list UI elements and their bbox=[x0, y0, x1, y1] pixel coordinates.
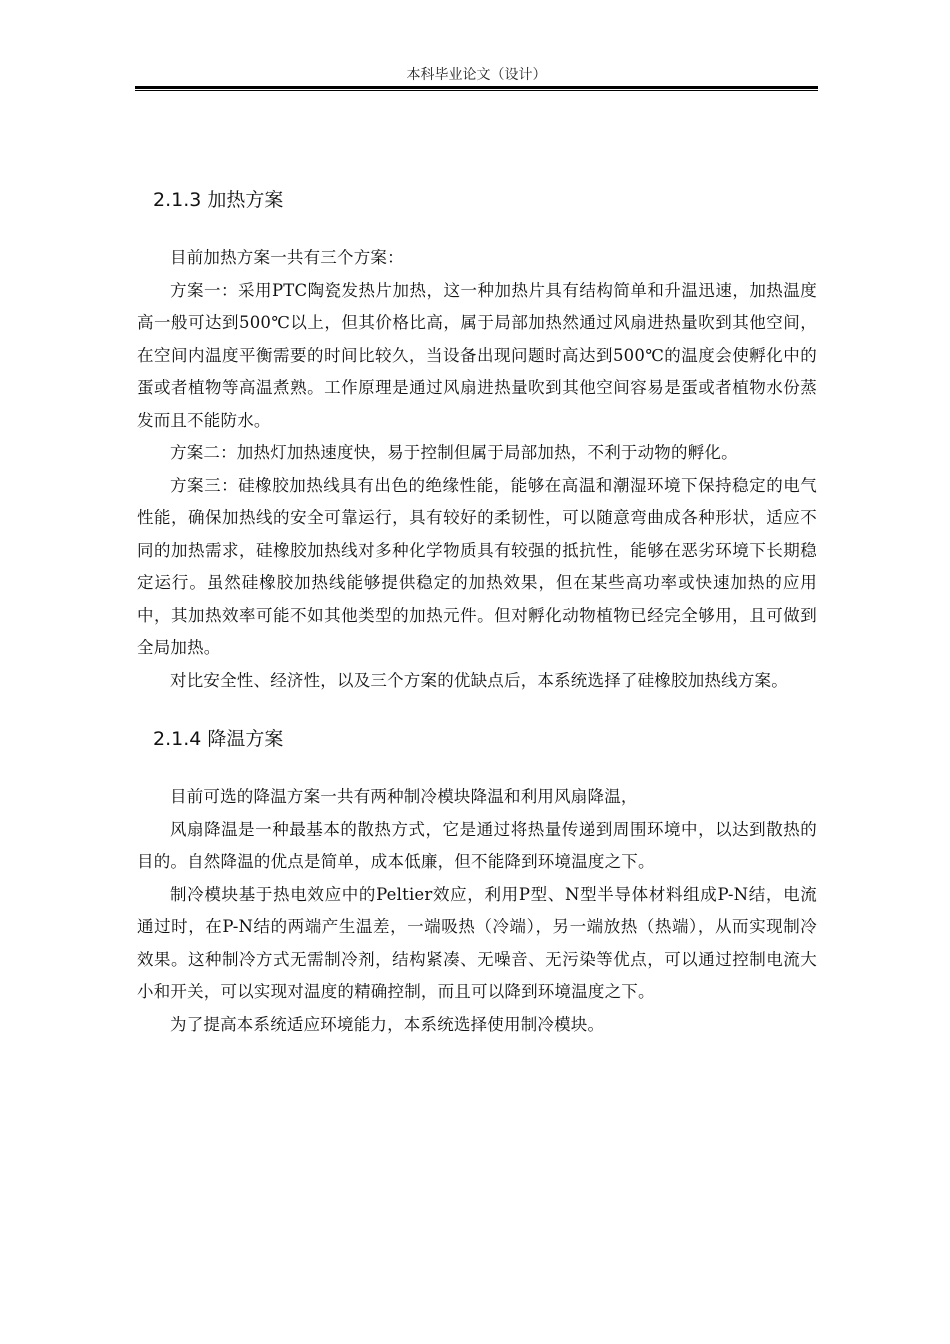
paragraph-cooling-intro: 目前可选的降温方案一共有两种制冷模块降温和利用风扇降温， bbox=[170, 787, 638, 806]
document-body bbox=[137, 180, 817, 1041]
page-header-title: 本科毕业论文（设计） bbox=[406, 67, 547, 83]
paragraph-heating-option-2: 方案二：加热灯加热速度快，易于控制但属于局部加热，不利于动物的孵化。 bbox=[170, 443, 738, 462]
paragraph-heating-option-3: 方案三：硅橡胶加热线具有出色的绝缘性能，能够在高温和潮湿环境下保持稳定的电气性能，确保加热线的安全可靠运行，具有较好的柔韧性，可以随意弯曲成各种形状，适应不同的加热需求，硅橡胶加热线对多种化学物质具有较强的抵抗性，能够在恶劣环境下长期稳定运行。虽然硅橡胶加热线能够提供稳定的加热效果，但在某些高功率或快速加热的应用中，其加热效率可能不如其他类型的加热元件。但对孵化动物植物已经完全够用，且可做到全局加热。 bbox=[137, 475, 817, 657]
header-rule-thick bbox=[135, 86, 818, 89]
section-heading-heating: 2.1.3 加热方案 bbox=[153, 189, 284, 211]
paragraph-heating-option-1: 方案一：采用PTC陶瓷发热片加热，这一种加热片具有结构简单和升温迅速，加热温度高一般可达到500℃以上，但其价格比高，属于局部加热然通过风扇进热量吹到其他空间，在空间内温度平衡需要的时间比较久，当设备出现问题时高达到500℃的温度会使孵化中的蛋或者植物等高温煮熟。工作原理是通过风扇进热量吹到其他空间容易是蛋或者植物水份蒸发而且不能防水。 bbox=[137, 280, 817, 430]
section-heading-cooling: 2.1.4 降温方案 bbox=[153, 728, 284, 750]
paragraph-heating-intro: 目前加热方案一共有三个方案： bbox=[170, 248, 404, 267]
paragraph-cooling-fan: 风扇降温是一种最基本的散热方式，它是通过将热量传递到周围环境中，以达到散热的目的。自然降温的优点是简单，成本低廉，但不能降到环境温度之下。 bbox=[137, 819, 817, 871]
paragraph-heating-conclusion: 对比安全性、经济性，以及三个方案的优缺点后，本系统选择了硅橡胶加热线方案。 bbox=[170, 670, 788, 690]
paragraph-cooling-peltier: 制冷模块基于热电效应中的Peltier效应，利用P型、N型半导体材料组成P-N结，电流通过时，在P-N结的两端产生温差，一端吸热（冷端），另一端放热（热端），从而实现制冷效果。这种制冷方式无需制冷剂，结构紧凑、无噪音、无污染等优点，可以通过控制电流大小和开关，可以实现对温度的精确控制，而且可以降到环境温度之下。 bbox=[137, 884, 817, 1001]
paragraph-cooling-conclusion: 为了提高本系统适应环境能力，本系统选择使用制冷模块。 bbox=[170, 1014, 605, 1034]
header-rule-thin bbox=[135, 90, 818, 91]
